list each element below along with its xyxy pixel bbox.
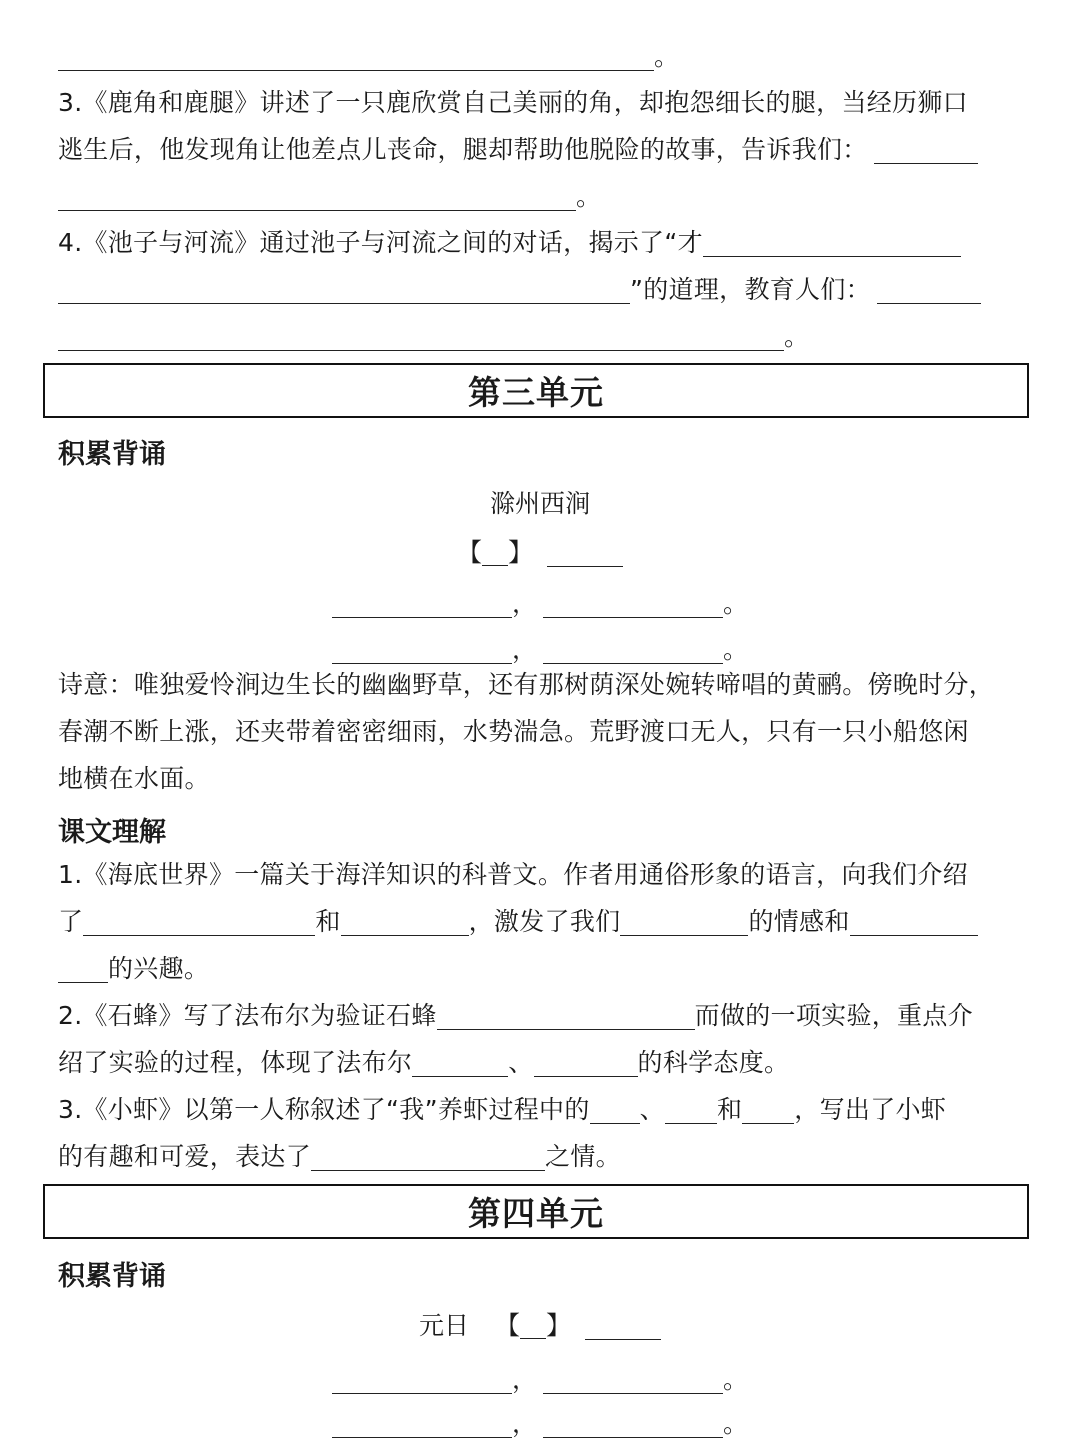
answer-blank[interactable] bbox=[58, 44, 654, 71]
unit3-q1-line3: 的兴趣。 bbox=[58, 956, 209, 983]
unit3-q3-line1: 3.《小虾》以第一人称叙述了“我”养虾过程中的 、 和 ，写出了小虾 bbox=[58, 1095, 947, 1124]
answer-blank[interactable] bbox=[58, 277, 630, 304]
unit3-q2-line2: 绍了实验的过程，体现了法布尔 、 的科学态度。 bbox=[58, 1048, 790, 1077]
answer-blank[interactable] bbox=[590, 1097, 640, 1124]
author-blank[interactable] bbox=[585, 1313, 661, 1340]
answer-blank[interactable] bbox=[58, 956, 108, 983]
answer-blank[interactable] bbox=[665, 1097, 717, 1124]
poem-blank[interactable] bbox=[543, 591, 723, 618]
poem-blank[interactable] bbox=[543, 1411, 723, 1438]
answer-blank[interactable] bbox=[874, 137, 978, 164]
unit3-poem-line2: ， 。 bbox=[0, 630, 1080, 666]
answer-blank[interactable] bbox=[703, 230, 961, 257]
unit4-poem-line2: ， 。 bbox=[0, 1404, 1080, 1440]
unit3-meaning-3: 地横在水面。 bbox=[58, 764, 210, 793]
poem-blank[interactable] bbox=[332, 1411, 512, 1438]
answer-blank[interactable] bbox=[850, 909, 978, 936]
item4-line1: 4.《池子与河流》通过池子与河流之间的对话，揭示了“才 bbox=[58, 230, 961, 257]
answer-blank[interactable] bbox=[83, 909, 315, 936]
answer-blank[interactable] bbox=[311, 1144, 545, 1171]
item3-line2: 逃生后，他发现角让他差点儿丧命，腿却帮助他脱险的故事，告诉我们： bbox=[58, 137, 978, 164]
answer-blank[interactable] bbox=[742, 1097, 794, 1124]
dynasty-blank[interactable] bbox=[482, 541, 508, 566]
poem-blank[interactable] bbox=[332, 591, 512, 618]
unit3-title: 第三单元 bbox=[43, 363, 1029, 418]
unit3-q2-line1: 2.《石蜂》写了法布尔为验证石蜂 而做的一项实验，重点介 bbox=[58, 1001, 973, 1030]
unit4-poem-line1: ， 。 bbox=[0, 1360, 1080, 1396]
poem-blank[interactable] bbox=[332, 1367, 512, 1394]
item3-line1: 3.《鹿角和鹿腿》讲述了一只鹿欣赏自己美丽的角，却抱怨细长的腿，当经历狮口 bbox=[58, 88, 968, 117]
unit3-meaning-2: 春潮不断上涨，还夹带着密密细雨，水势湍急。荒野渡口无人，只有一只小船悠闲 bbox=[58, 717, 969, 746]
author-blank[interactable] bbox=[547, 540, 623, 567]
poem-blank[interactable] bbox=[332, 637, 512, 664]
unit4-section-recite: 积累背诵 bbox=[58, 1261, 166, 1292]
unit3-poem-line1: ， 。 bbox=[0, 584, 1080, 620]
item4-line3: 。 bbox=[58, 324, 809, 351]
item3-line3: 。 bbox=[58, 184, 601, 211]
unit3-section-understand: 课文理解 bbox=[58, 817, 166, 848]
unit3-q3-line2: 的有趣和可爱，表达了 之情。 bbox=[58, 1142, 621, 1171]
answer-blank[interactable] bbox=[341, 909, 469, 936]
answer-blank[interactable] bbox=[620, 909, 748, 936]
answer-blank[interactable] bbox=[437, 1003, 695, 1030]
poem-blank[interactable] bbox=[543, 637, 723, 664]
unit4-title: 第四单元 bbox=[43, 1184, 1029, 1239]
poem-blank[interactable] bbox=[543, 1367, 723, 1394]
unit4-poem-title-line: 元日 【 】 bbox=[0, 1306, 1080, 1342]
answer-blank[interactable] bbox=[58, 324, 784, 351]
answer-blank[interactable] bbox=[534, 1050, 638, 1077]
answer-blank[interactable] bbox=[58, 184, 576, 211]
unit3-q1-line2: 了 和 ，激发了我们 的情感和 bbox=[58, 909, 978, 936]
dynasty-blank[interactable] bbox=[520, 1314, 546, 1339]
answer-blank[interactable] bbox=[877, 277, 981, 304]
unit3-meaning-1: 诗意：唯独爱怜涧边生长的幽幽野草，还有那树荫深处婉转啼唱的黄鹂。傍晚时分， bbox=[58, 670, 995, 699]
unit3-section-recite: 积累背诵 bbox=[58, 439, 166, 470]
unit3-poem-title: 滁州西涧 bbox=[489, 489, 590, 518]
unit3-q1-line1: 1.《海底世界》一篇关于海洋知识的科普文。作者用通俗形象的语言，向我们介绍 bbox=[58, 860, 968, 889]
unit3-author-line: 【 】 bbox=[0, 533, 1080, 569]
answer-blank[interactable] bbox=[412, 1050, 508, 1077]
prev-answer-line: 。 bbox=[58, 44, 679, 71]
item4-line2: ”的道理，教育人们： bbox=[58, 277, 981, 304]
unit4-poem-title: 元日 bbox=[419, 1311, 470, 1340]
